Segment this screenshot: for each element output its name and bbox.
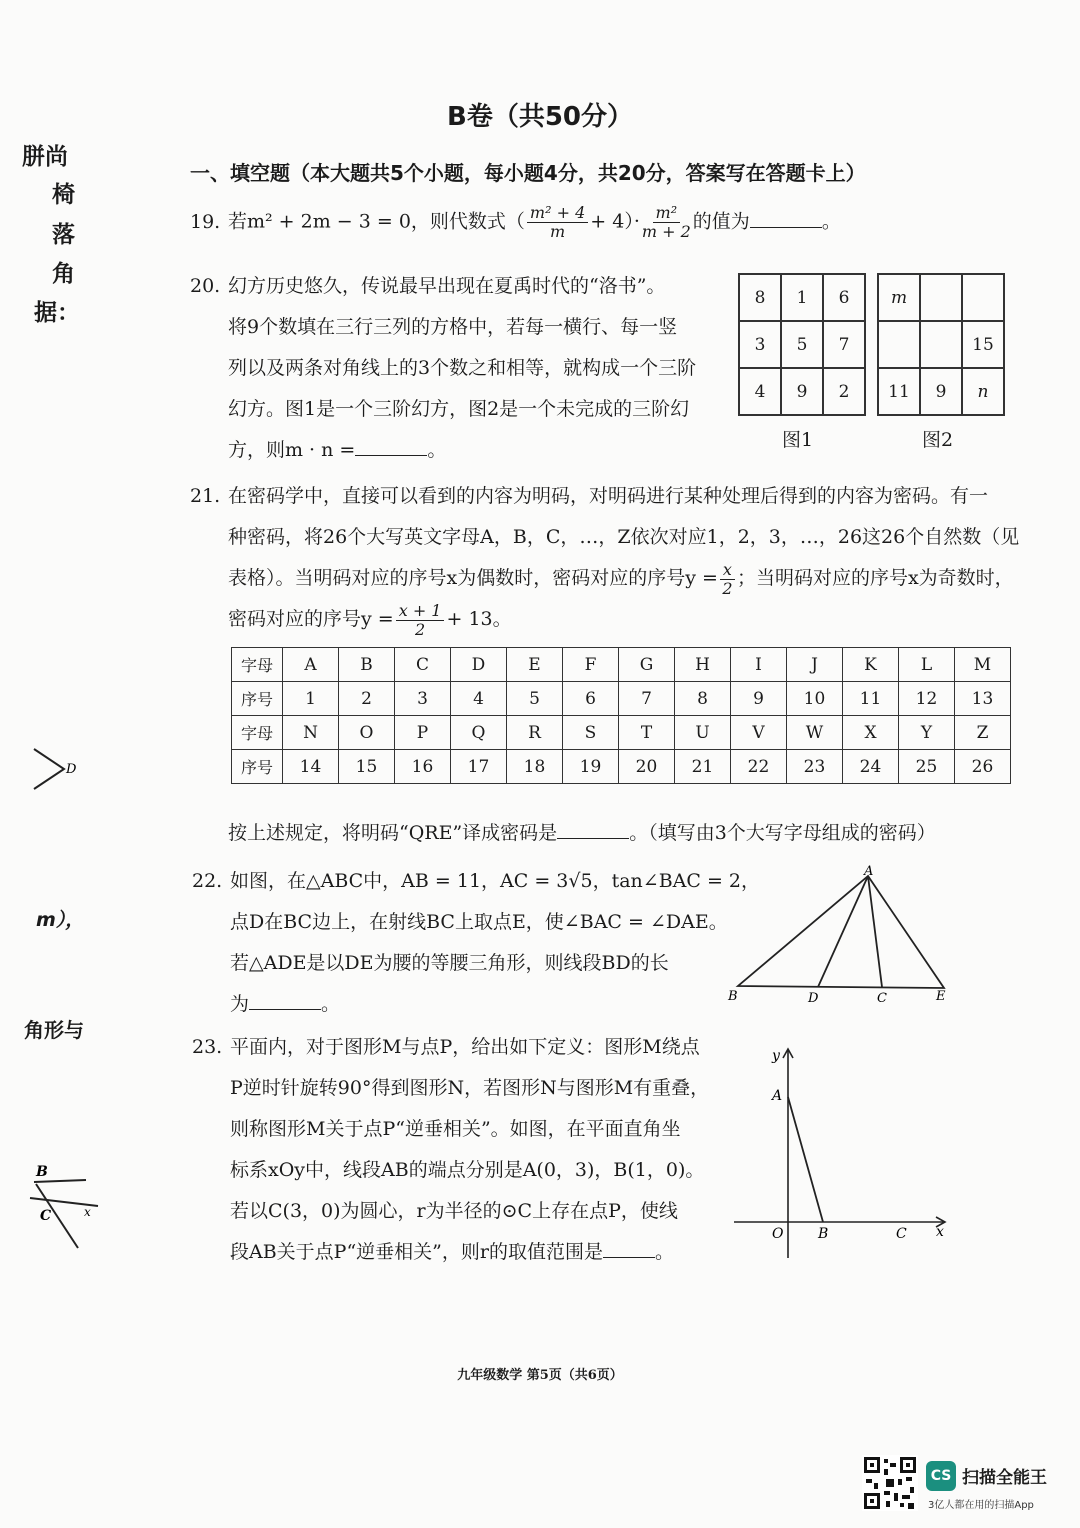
q20-line-5: 方，则m · n = xyxy=(228,439,356,461)
margin-label-b: B xyxy=(36,1164,48,1180)
grid2-cell: 9 xyxy=(920,368,962,415)
q19-answer-blank[interactable] xyxy=(750,211,822,228)
cipher-header-index: 序号 xyxy=(232,750,283,784)
margin-label-d: D xyxy=(66,762,77,777)
figure-1-label: 图1 xyxy=(782,429,814,451)
cipher-row-letters-2 xyxy=(232,716,1011,750)
q22-label-c: C xyxy=(877,991,887,1006)
cipher-index: 15 xyxy=(339,750,395,784)
cipher-index: 25 xyxy=(899,750,955,784)
cipher-letter: K xyxy=(843,648,899,682)
question-21 xyxy=(190,476,1019,640)
grid2-cell: n xyxy=(962,368,1004,415)
cipher-letter: G xyxy=(619,648,675,682)
cipher-letter: D xyxy=(451,648,507,682)
q23-coordinate-figure xyxy=(728,1042,958,1264)
q21-answer-blank[interactable] xyxy=(557,822,629,839)
q19-frac2-num: m² xyxy=(653,204,681,223)
grid2-cell xyxy=(920,274,962,321)
margin-label-x: x xyxy=(84,1205,91,1219)
cipher-letter: L xyxy=(899,648,955,682)
q23-line-6: 段AB关于点P“逆垂相关”，则r的取值范围是 xyxy=(230,1241,603,1263)
cipher-index: 21 xyxy=(675,750,731,784)
grid2-cell xyxy=(878,321,920,368)
margin-text-4: 角 xyxy=(52,261,75,287)
q23-line-5: 若以C(3，0)为圆心，r为半径的⊙C上存在点P，使线 xyxy=(230,1200,678,1222)
cipher-index: 18 xyxy=(507,750,563,784)
grid1-cell: 5 xyxy=(781,321,823,368)
q22-label-a: A xyxy=(864,864,874,879)
page-footer: 九年级数学 第5页（共6页） xyxy=(457,1368,623,1383)
cipher-letter: U xyxy=(675,716,731,750)
cipher-letter: Z xyxy=(955,716,1011,750)
cipher-index: 12 xyxy=(899,682,955,716)
q21-number: 21. xyxy=(190,485,221,507)
cipher-letter: V xyxy=(731,716,787,750)
margin-angle-figure xyxy=(28,745,88,795)
q20-line-4: 幻方。图1是一个三阶幻方，图2是一个未完成的三阶幻 xyxy=(228,398,690,420)
q23-end: 。 xyxy=(654,1241,674,1263)
cipher-index: 6 xyxy=(563,682,619,716)
cipher-index: 20 xyxy=(619,750,675,784)
q21-frac-odd-num: x + 1 xyxy=(396,602,445,621)
margin-text-5: 据： xyxy=(34,300,80,326)
q19-end: 。 xyxy=(821,210,841,233)
q23-label-a: A xyxy=(772,1088,783,1104)
section-heading: 一、填空题（本大题共5个小题，每小题4分，共20分，答案写在答题卡上） xyxy=(190,161,866,185)
q19-mid: + 4）· xyxy=(590,210,640,233)
cipher-letter: Y xyxy=(899,716,955,750)
margin-text-2: 椅 xyxy=(52,182,75,208)
cipher-letter: E xyxy=(507,648,563,682)
scanner-logo-icon: CS xyxy=(926,1461,956,1491)
grid1-cell: 1 xyxy=(781,274,823,321)
q22-line-2: 点D在BC边上，在射线BC上取点E，使∠BAC = ∠DAE。 xyxy=(230,911,728,933)
margin-label-c: C xyxy=(40,1208,52,1224)
cipher-index: 26 xyxy=(955,750,1011,784)
q23-line-4: 标系xOy中，线段AB的端点分别是A(0，3)，B(1，0)。 xyxy=(230,1159,705,1181)
cipher-row-letters-1 xyxy=(232,648,1011,682)
cipher-letter: S xyxy=(563,716,619,750)
q23-segment-ab xyxy=(788,1097,823,1222)
cipher-index: 9 xyxy=(731,682,787,716)
margin-text-3: 落 xyxy=(52,222,75,248)
cipher-letter: P xyxy=(395,716,451,750)
cipher-index: 11 xyxy=(843,682,899,716)
grid2-cell: 15 xyxy=(962,321,1004,368)
q19-pre: 若m² + 2m − 3 = 0，则代数式（ xyxy=(228,210,525,233)
qr-code-icon xyxy=(862,1455,918,1511)
q22-triangle-figure xyxy=(722,862,962,1010)
cipher-letter: R xyxy=(507,716,563,750)
cipher-index: 23 xyxy=(787,750,843,784)
magic-square-1 xyxy=(738,273,866,416)
cipher-header-letter: 字母 xyxy=(232,716,283,750)
margin-text-6: m）， xyxy=(36,909,85,931)
cipher-index: 2 xyxy=(339,682,395,716)
cipher-index: 16 xyxy=(395,750,451,784)
q20-number: 20. xyxy=(190,275,221,297)
q19-number: 19. xyxy=(190,210,221,233)
q23-line-1: 平面内，对于图形M与点P，给出如下定义：图形M绕点 xyxy=(230,1036,700,1058)
q21-frac-odd-den: 2 xyxy=(415,619,426,639)
cipher-letter: W xyxy=(787,716,843,750)
margin-line-figure xyxy=(26,1160,106,1250)
margin-text-7: 角形与 xyxy=(24,1018,84,1042)
q22-segment-ad xyxy=(818,876,868,987)
q21-after xyxy=(228,818,936,845)
q21-line-4-post: + 13。 xyxy=(446,608,512,630)
cipher-letter: X xyxy=(843,716,899,750)
cipher-index: 7 xyxy=(619,682,675,716)
q22-number: 22. xyxy=(192,870,223,892)
cipher-row-index-1 xyxy=(232,682,1011,716)
cipher-index: 3 xyxy=(395,682,451,716)
q21-line-4-pre: 密码对应的序号y = xyxy=(228,608,394,630)
q22-label-e: E xyxy=(936,989,946,1004)
q20-answer-blank[interactable] xyxy=(355,439,427,456)
figure-2-label: 图2 xyxy=(922,429,954,451)
grid1-cell: 3 xyxy=(739,321,781,368)
cipher-header-letter: 字母 xyxy=(232,648,283,682)
q22-label-d: D xyxy=(808,991,819,1006)
grid1-cell: 7 xyxy=(823,321,865,368)
q21-after-pre: 按上述规定，将明码“QRE”译成密码是 xyxy=(228,822,558,844)
q23-label-c: C xyxy=(896,1226,907,1242)
q21-line-3-post: ；当明码对应的序号x为奇数时， xyxy=(736,567,1014,589)
cipher-letter: B xyxy=(339,648,395,682)
q20-end: 。 xyxy=(427,439,447,461)
q22-label-b: B xyxy=(728,989,738,1004)
cipher-index: 17 xyxy=(451,750,507,784)
q23-label-b: B xyxy=(818,1226,829,1242)
q20-line-1: 幻方历史悠久，传说最早出现在夏禹时代的“洛书”。 xyxy=(228,275,666,297)
cipher-header-index: 序号 xyxy=(232,682,283,716)
scanner-app-name: 扫描全能王 xyxy=(962,1468,1047,1488)
cipher-index: 22 xyxy=(731,750,787,784)
grid2-cell: 11 xyxy=(878,368,920,415)
cipher-letter: F xyxy=(563,648,619,682)
question-23 xyxy=(192,1027,709,1273)
grid2-cell: m xyxy=(878,274,920,321)
q20-line-2: 将9个数填在三行三列的方格中，若每一横行、每一竖 xyxy=(228,316,678,338)
q21-fraction-even xyxy=(720,561,735,598)
q21-frac-even-den: 2 xyxy=(722,578,733,598)
q19-fraction-2 xyxy=(642,204,691,241)
grid1-cell: 8 xyxy=(739,274,781,321)
q23-label-y: y xyxy=(772,1048,780,1064)
q23-label-x: x xyxy=(936,1224,944,1240)
q21-after-post: 。（填写由3个大写字母组成的密码） xyxy=(629,822,936,844)
cipher-index: 5 xyxy=(507,682,563,716)
cipher-letter: H xyxy=(675,648,731,682)
grid1-cell: 4 xyxy=(739,368,781,415)
cipher-letter: N xyxy=(283,716,339,750)
cipher-row-index-2 xyxy=(232,750,1011,784)
q22-line-4: 为 xyxy=(230,993,250,1015)
q23-line-2: P逆时针旋转90°得到图形N，若图形N与图形M有重叠， xyxy=(230,1077,710,1099)
cipher-letter: M xyxy=(955,648,1011,682)
cipher-index: 19 xyxy=(563,750,619,784)
cipher-letter: O xyxy=(339,716,395,750)
cipher-index: 8 xyxy=(675,682,731,716)
paper-title: B卷（共50分） xyxy=(447,102,633,132)
q19-frac2-den: m + 2 xyxy=(641,222,691,241)
q21-line-2: 种密码，将26个大写英文字母A，B，C，…，Z依次对应1，2，3，…，26这26个自然数（见 xyxy=(228,526,1020,548)
question-20 xyxy=(190,266,696,471)
q19-fraction-1 xyxy=(527,204,588,241)
q22-answer-blank[interactable] xyxy=(249,993,321,1010)
cipher-index: 24 xyxy=(843,750,899,784)
q22-line-3: 若△ADE是以DE为腰的等腰三角形，则线段BD的长 xyxy=(230,952,669,974)
q21-fraction-odd xyxy=(396,602,445,639)
question-19 xyxy=(190,204,841,241)
grid2-cell xyxy=(962,274,1004,321)
q23-number: 23. xyxy=(192,1036,223,1058)
cipher-index: 1 xyxy=(283,682,339,716)
q22-line-1: 如图，在△ABC中，AB = 11，AC = 3√5，tan∠BAC = 2， xyxy=(230,870,761,892)
q22-triangle-abe xyxy=(738,876,944,988)
q22-end: 。 xyxy=(321,993,341,1015)
cipher-index: 14 xyxy=(283,750,339,784)
cipher-letter: J xyxy=(787,648,843,682)
q21-line-1: 在密码学中，直接可以看到的内容为明码，对明码进行某种处理后得到的内容为密码。有一 xyxy=(228,485,989,507)
grid2-cell xyxy=(920,321,962,368)
scanner-app-slogan: 3亿人都在用的扫描App xyxy=(928,1500,1034,1511)
q23-answer-blank[interactable] xyxy=(603,1241,655,1258)
cipher-letter: T xyxy=(619,716,675,750)
grid1-cell: 2 xyxy=(823,368,865,415)
q20-line-3: 列以及两条对角线上的3个数之和相等，就构成一个三阶 xyxy=(228,357,697,379)
cipher-table xyxy=(231,647,1011,784)
magic-square-2 xyxy=(877,273,1005,416)
question-22 xyxy=(192,861,760,1025)
grid1-cell: 9 xyxy=(781,368,823,415)
cipher-letter: C xyxy=(395,648,451,682)
cipher-index: 13 xyxy=(955,682,1011,716)
cipher-index: 4 xyxy=(451,682,507,716)
q19-post: 的值为 xyxy=(692,210,750,233)
q23-label-o: O xyxy=(772,1226,784,1242)
grid1-cell: 6 xyxy=(823,274,865,321)
cipher-letter: I xyxy=(731,648,787,682)
cipher-letter: A xyxy=(283,648,339,682)
cipher-letter: Q xyxy=(451,716,507,750)
q19-frac1-num: m² + 4 xyxy=(527,204,588,223)
q23-line-3: 则称图形M关于点P“逆垂相关”。如图，在平面直角坐 xyxy=(230,1118,681,1140)
q21-line-3: 表格）。当明码对应的序号x为偶数时，密码对应的序号y = xyxy=(228,567,718,589)
margin-text-1: 胼尚 xyxy=(22,144,68,170)
q19-frac1-den: m xyxy=(550,222,566,241)
q21-frac-even-num: x xyxy=(720,561,735,580)
cipher-index: 10 xyxy=(787,682,843,716)
